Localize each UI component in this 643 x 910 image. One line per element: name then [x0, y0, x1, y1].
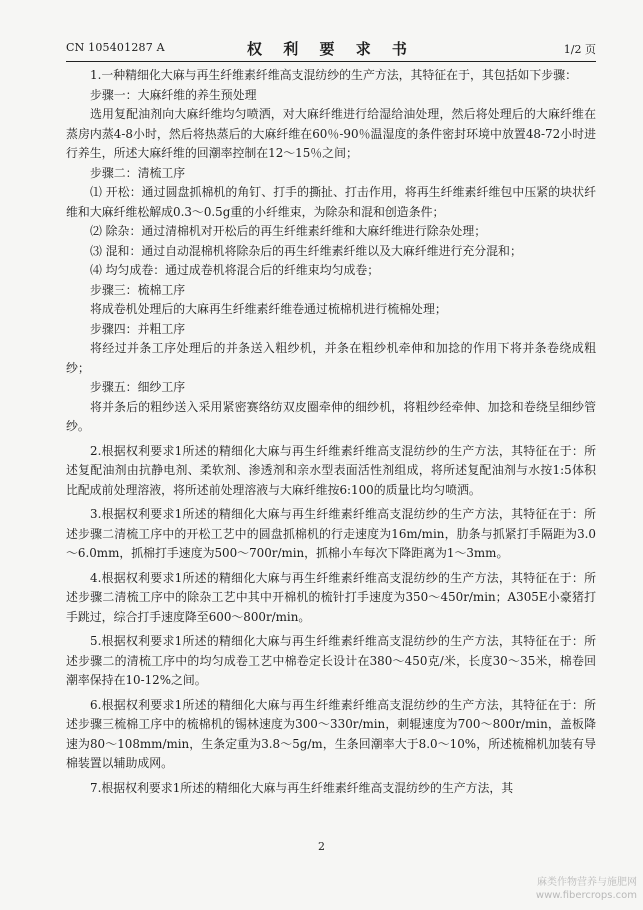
- text-paragraph: ⑴ 开松：通过圆盘抓棉机的角钉、打手的撕扯、打击作用，将再生纤维素纤维包中压紧的块状纤维和大麻纤维松解成0.3～0.5g重的小纤维束，为除杂和混和创造条件；: [66, 185, 596, 219]
- text-paragraph: 将成卷机处理后的大麻再生纤维素纤维卷通过梳棉机进行梳棉处理；: [90, 302, 447, 316]
- text-paragraph: 步骤二：清梳工序: [90, 165, 186, 180]
- claim-paragraph: 6.根据权利要求1所述的精细化大麻与再生纤维素纤维高支混纺纱的生产方法，其特征在于：所述步骤三梳棉工序中的梳棉机的锡林速度为300～330r/min，刺辊速度为700～800r/min，盖板降速为80～108mm/min，生条定重为3.8～5g/m，生条回潮率大于8.0～10%，所述梳棉机加装有导棉装置以辅助成网。: [66, 697, 596, 770]
- text-paragraph: 步骤五：细纱工序: [90, 380, 186, 394]
- claim-paragraph: 5.根据权利要求1所述的精细化大麻与再生纤维素纤维高支混纺纱的生产方法，其特征在于：所述步骤二的清梳工序中的均匀成卷工艺中棉卷定长设计在380～450克/米，长度30～35米，棉卷回潮率保持在10-12%之间。: [66, 634, 596, 687]
- claim-paragraph: 4.根据权利要求1所述的精细化大麻与再生纤维素纤维高支混纺纱的生产方法，其特征在于：所述步骤二清梳工序中的除杂工艺中其中开棉机的梳针打手速度为350～450r/min；A305E小豪猪打手跳过，综合打手速度降至600～800r/min。: [66, 570, 596, 624]
- header-divider: [66, 61, 596, 62]
- text-paragraph: ⑶ 混和：通过自动混棉机将除杂后的再生纤维素纤维以及大麻纤维进行充分混和；: [90, 243, 522, 258]
- text-paragraph: 将经过并条工序处理后的并条送入粗纱机，并条在粗纱机牵伸和加捻的作用下将并条卷绕成粗纱；: [66, 341, 596, 375]
- text-paragraph: 步骤一：大麻纤维的养生预处理: [90, 87, 257, 102]
- claims-body: [66, 66, 596, 798]
- text-paragraph: ⑷ 均匀成卷：通过成卷机将混合后的纤维束均匀成卷；: [90, 263, 380, 277]
- claim-paragraph: 3.根据权利要求1所述的精细化大麻与再生纤维素纤维高支混纺纱的生产方法，其特征在于：所述步骤二清梳工序中的开松工艺中的圆盘抓棉机的行走速度为16m/min，肋条与抓紧打手隔距为3.0～6.0mm，抓棉打手速度为500～700r/min，抓棉小车每次下降距离为1～3mm。: [66, 507, 596, 560]
- page-indicator: 1/2 页: [563, 43, 596, 56]
- text-paragraph: 步骤三：梳棉工序: [90, 282, 186, 297]
- page-number: 2: [318, 840, 325, 853]
- publication-number: CN 105401287 A: [66, 41, 165, 54]
- watermark-site-name: 麻类作物营养与施肥网: [537, 877, 637, 888]
- document-title: 权 利 要 求 书: [247, 40, 415, 58]
- claim-paragraph: 2.根据权利要求1所述的精细化大麻与再生纤维素纤维高支混纺纱的生产方法，其特征在于：所述复配油剂由抗静电剂、柔软剂、渗透剂和亲水型表面活性剂组成，将所述复配油剂与水按1:5体积比配成前处理溶液，将所述前处理溶液与大麻纤维按6:100的质量比均匀喷洒。: [66, 443, 596, 497]
- claim-paragraph: 7.根据权利要求1所述的精细化大麻与再生纤维素纤维高支混纺纱的生产方法，其: [90, 780, 514, 795]
- watermark: [507, 876, 637, 902]
- text-paragraph: 1.一种精细化大麻与再生纤维素纤维高支混纺纱的生产方法，其特征在于，其包括如下步骤：: [90, 68, 577, 82]
- watermark-url: www.fibercrops.com: [535, 890, 637, 901]
- page-header: [66, 38, 596, 58]
- text-paragraph: 选用复配油剂向大麻纤维均匀喷洒，对大麻纤维进行给湿给油处理，然后将处理后的大麻纤维在蒸房内蒸4-8小时，然后将热蒸后的大麻纤维在60％-90％温湿度的条件密封环境中放置48-72小时进行养生，所述大麻纤维的回潮率控制在12～15％之间；: [66, 107, 596, 160]
- text-paragraph: ⑵ 除杂：通过清棉机对开松后的再生纤维素纤维和大麻纤维进行除杂处理；: [90, 224, 487, 238]
- text-paragraph: 步骤四：并粗工序: [90, 321, 186, 336]
- text-paragraph: 将并条后的粗纱送入采用紧密赛络纺双皮圈牵伸的细纱机，将粗纱经牵伸、加捻和卷绕呈细纱管纱。: [66, 399, 596, 433]
